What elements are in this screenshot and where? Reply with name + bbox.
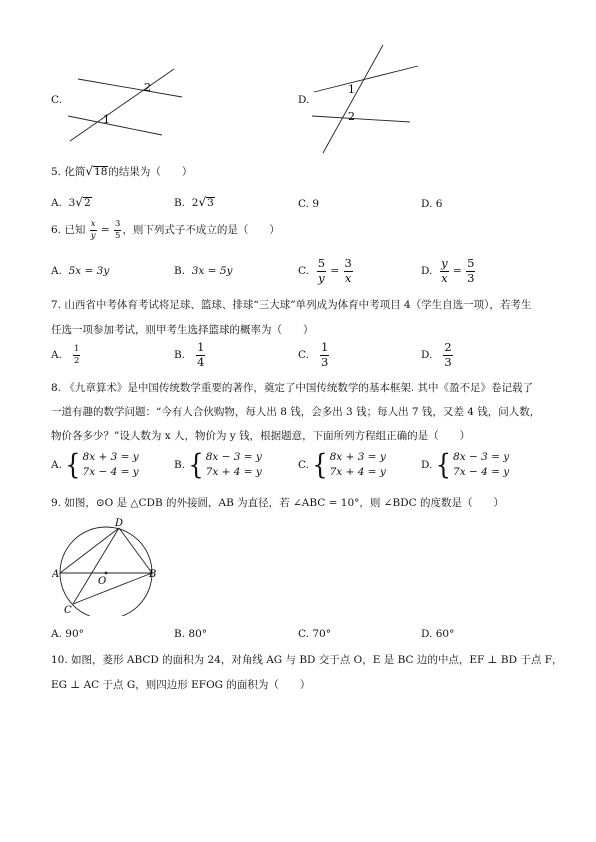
question-8-line-3: 物价各多少？”设人数为 x 人，物价为 y 钱，根据题意，下面所列方程组正确的是（ ） (51, 430, 471, 442)
question-8-option-b: B. { 8x − 3 = y 7x + 4 = y (174, 449, 262, 482)
angle-1-label: 1 (103, 113, 110, 126)
question-5-option-d: D. 6 (421, 198, 443, 210)
question-8-option-a: A. { 8x + 3 = y 7x − 4 = y (51, 449, 139, 482)
segment-cb (73, 573, 152, 604)
question-5-option-b: B. 2√3 (174, 195, 214, 209)
question-5-option-c: C. 9 (298, 198, 320, 210)
option-c-label: C. (51, 94, 62, 106)
parallel-lines-figure-d (308, 42, 426, 156)
question-9-option-b: B. 80° (174, 628, 208, 640)
question-9-option-a: A. 90° (51, 628, 84, 640)
question-10-line-2: EG ⊥ AC 于点 G，则四边形 EFOG 的面积为（ ） (51, 679, 311, 691)
line-bottom (312, 116, 410, 122)
question-8-line-1: 8. 《九章算术》是中国传统数学重要的著作，奠定了中国传统数学的基本框架. 其中《盈不足》卷记载了 (51, 382, 534, 394)
question-7-option-d: D. $\frac{2}{3}$ (421, 340, 452, 369)
point-a-label: A (52, 569, 60, 580)
point-c-label: C (64, 605, 72, 616)
question-7-line-1: 7. 山西省中考体育考试将足球、篮球、排球“三大球”单列成为体育中考项目 4（学生自选一项），若考生 (51, 299, 532, 311)
question-8-option-c: C. { 8x + 3 = y 7x + 4 = y (298, 449, 386, 482)
option-d-label: D. (298, 94, 310, 106)
question-8-line-2: 一道有趣的数学问题：“今有人合伙购物，每人出 8 钱，会多出 3 钱；每人出 7 钱，又差 4 钱，问人数， (51, 406, 541, 418)
question-7-option-a: A. $\frac{1}{2}$ (51, 344, 80, 366)
angle-2-label: 2 (348, 110, 355, 123)
segment-db (119, 528, 152, 573)
point-d-label: D (115, 518, 124, 529)
question-9-stem: 9. 如图，⊙O 是 △CDB 的外接圆，AB 为直径，若 ∠ABC = 10°，则 ∠BDC 的度数是（ ） (51, 497, 505, 509)
parallel-lines-figure-c (66, 64, 190, 144)
center-point (105, 572, 108, 575)
question-10-line-1: 10. 如图，菱形 ABCD 的面积为 24，对角线 AG 与 BD 交于点 O，E 是 BC 边的中点，EF ⊥ BD 于点 F， (51, 654, 563, 666)
question-7-option-c: C. $\frac{1}{3}$ (298, 340, 329, 369)
angle-1-label: 1 (348, 83, 355, 96)
line-top (314, 66, 418, 92)
question-7-option-b: B. $\frac{1}{4}$ (174, 340, 205, 369)
question-6-option-c: C. $\frac{5}{y}$ = $\frac{3}{x}$ (298, 256, 352, 285)
question-8-option-d: D. { 8x − 3 = y 7x − 4 = y (421, 449, 510, 482)
question-5-option-a: A. 3√2 (51, 195, 91, 209)
segment-ad (60, 528, 119, 573)
question-5-stem: 5. 化简√18的结果为（ ） (51, 164, 193, 178)
segment-dc (73, 528, 119, 604)
question-6-option-b: B. 3x = 5y (174, 265, 233, 277)
question-9-option-c: C. 70° (298, 628, 331, 640)
transversal (323, 45, 383, 153)
question-9-option-d: D. 60° (421, 628, 455, 640)
point-b-label: B (149, 569, 157, 580)
angle-2-label: 2 (144, 81, 151, 94)
question-7-line-2: 任选一项参加考试，则甲考生选择篮球的概率为（ ） (51, 324, 314, 336)
point-o-label: O (98, 576, 107, 587)
question-6-option-d: D. $\frac{y}{x}$ = $\frac{5}{3}$ (421, 256, 475, 285)
question-6-stem: 6. 已知 $\frac{x}{y}$ = $\frac{3}{5}$ ，则下列式子不成立的是（ ） (51, 219, 280, 241)
line-top (78, 79, 182, 97)
circle-figure (52, 516, 164, 616)
question-6-option-a: A. 5x = 3y (51, 265, 110, 277)
transversal (70, 69, 174, 141)
